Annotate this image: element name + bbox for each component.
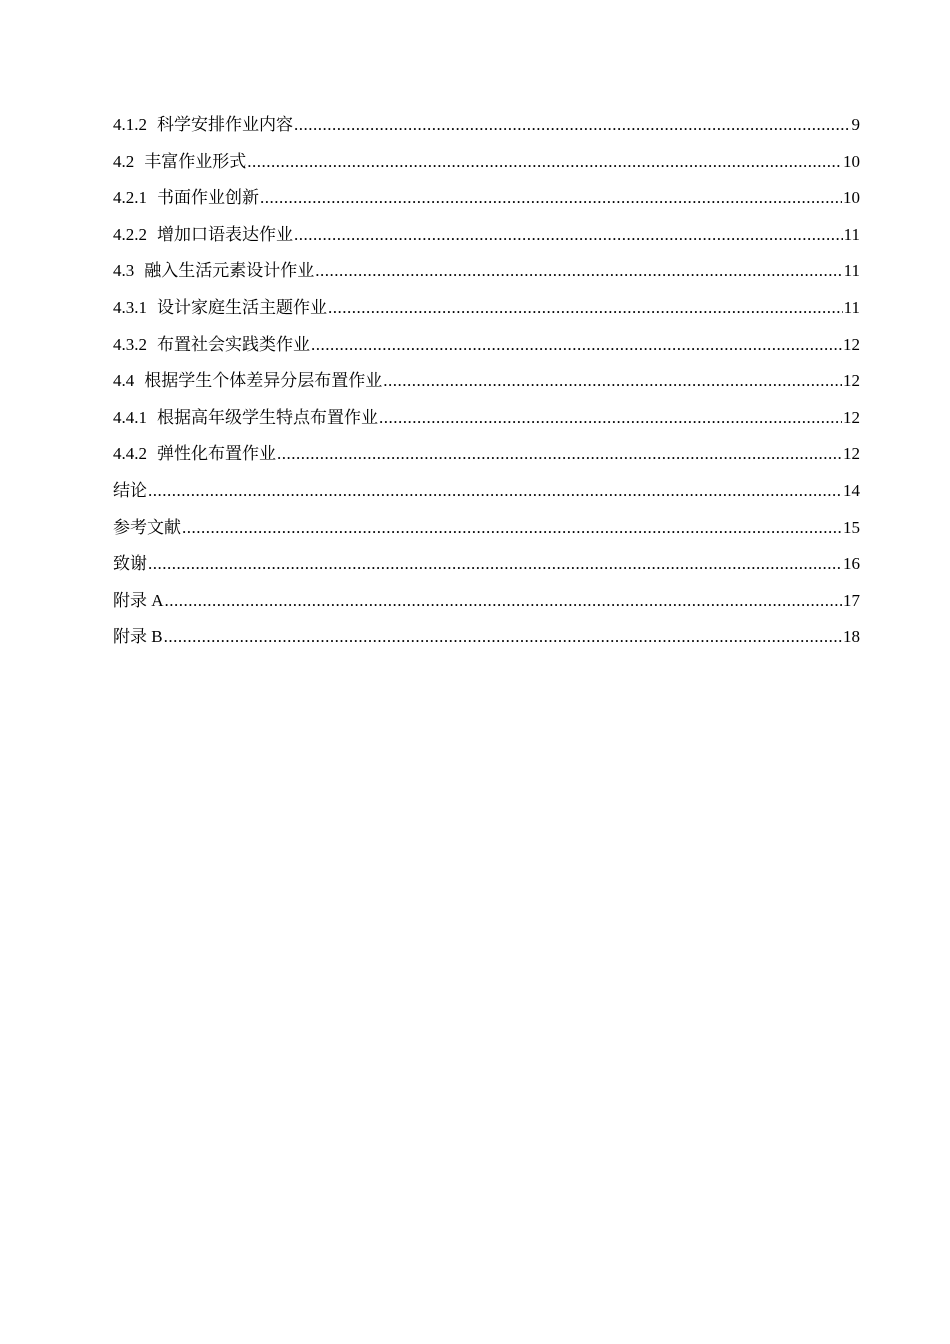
toc-entry-title: 附录 B: [113, 627, 163, 647]
toc-page-number: 16: [843, 554, 860, 574]
toc-dot-leader: [383, 370, 842, 392]
toc-dot-leader: [379, 407, 842, 429]
toc-entry-text: [113, 151, 246, 173]
toc-entry[interactable]: [113, 260, 860, 297]
toc-page-number: 11: [843, 297, 860, 317]
toc-entry-text: [113, 114, 293, 136]
toc-entry-number: 4.4.2: [113, 444, 147, 464]
toc-entry[interactable]: [113, 297, 860, 334]
toc-entry-number: 4.1.2: [113, 115, 147, 134]
toc-dot-leader: [182, 517, 842, 539]
toc-entry-title: 丰富作业形式: [144, 151, 247, 171]
toc-entry-title: 科学安排作业内容: [157, 115, 293, 134]
toc-entry-number: 4.3: [113, 261, 135, 281]
toc-dot-leader: [260, 187, 842, 209]
toc-entry-title: 弹性化布置作业: [157, 444, 276, 464]
toc-page-number: 18: [843, 627, 860, 647]
toc-dot-leader: [247, 151, 842, 173]
toc-page-number: 10: [843, 188, 860, 208]
toc-page-number: 12: [843, 334, 860, 354]
toc-entry-text: [113, 590, 164, 612]
toc-entry-number: 4.2: [113, 151, 135, 171]
toc-page-number: 12: [843, 371, 860, 391]
toc-entry-title: 参考文献: [113, 517, 181, 537]
toc-dot-leader: [294, 224, 843, 246]
toc-entry-text: [113, 334, 310, 356]
toc-dot-leader: [148, 553, 842, 575]
toc-entry-title: 附录 A: [113, 590, 164, 610]
toc-entry-text: [113, 407, 378, 429]
toc-entry[interactable]: [113, 407, 860, 444]
toc-entry-number: 4.3.2: [113, 334, 147, 354]
toc-entry-text: [113, 480, 147, 502]
toc-entry[interactable]: [113, 590, 860, 627]
toc-entry[interactable]: [113, 480, 860, 517]
toc-entry[interactable]: [113, 334, 860, 371]
toc-entry-title: 根据学生个体差异分层布置作业: [144, 371, 383, 391]
toc-entry-number: 4.2.2: [113, 224, 147, 244]
toc-entry-number: 4.4: [113, 371, 135, 391]
toc-page-number: 14: [843, 480, 860, 500]
toc-entry-text: [113, 443, 276, 465]
toc-entry-text: [113, 260, 314, 282]
toc-page-number: 12: [843, 444, 860, 464]
toc-page-number: 15: [843, 517, 860, 537]
toc-dot-leader: [165, 590, 842, 612]
toc-dot-leader: [164, 626, 842, 648]
toc-entry[interactable]: [113, 187, 860, 224]
toc-page-number: 10: [843, 151, 860, 171]
toc-entry[interactable]: [113, 151, 860, 188]
toc-dot-leader: [148, 480, 842, 502]
toc-entry-title: 致谢: [113, 554, 147, 574]
toc-entry[interactable]: [113, 370, 860, 407]
toc-entry-text: [113, 553, 147, 575]
table-of-contents: [113, 114, 860, 663]
toc-entry-number: 4.2.1: [113, 188, 147, 208]
toc-entry-text: [113, 370, 382, 392]
toc-entry-title: 设计家庭生活主题作业: [157, 297, 327, 317]
toc-dot-leader: [315, 260, 842, 282]
toc-dot-leader: [311, 334, 842, 356]
toc-entry[interactable]: [113, 443, 860, 480]
toc-entry[interactable]: [113, 224, 860, 261]
toc-entry-title: 书面作业创新: [157, 188, 259, 208]
toc-entry-text: [113, 224, 293, 246]
toc-dot-leader: [294, 114, 851, 136]
toc-entry[interactable]: [113, 553, 860, 590]
toc-dot-leader: [328, 297, 843, 319]
toc-entry[interactable]: [113, 517, 860, 554]
toc-entry[interactable]: [113, 626, 860, 663]
toc-page-number: 9: [851, 115, 860, 134]
toc-page-number: 11: [843, 261, 860, 281]
toc-entry-title: 融入生活元素设计作业: [144, 261, 315, 281]
toc-entry-text: [113, 187, 259, 209]
toc-page-number: 11: [843, 224, 860, 244]
toc-page-number: 17: [843, 590, 860, 610]
toc-entry-text: [113, 297, 327, 319]
toc-entry-title: 根据高年级学生特点布置作业: [157, 407, 378, 427]
toc-entry-text: [113, 626, 163, 648]
toc-entry-title: 增加口语表达作业: [157, 224, 293, 244]
toc-entry[interactable]: [113, 114, 860, 151]
toc-page-number: 12: [843, 407, 860, 427]
toc-entry-title: 布置社会实践类作业: [157, 334, 310, 354]
toc-entry-number: 4.4.1: [113, 407, 147, 427]
toc-dot-leader: [277, 443, 842, 465]
toc-entry-number: 4.3.1: [113, 297, 147, 317]
toc-entry-text: [113, 517, 181, 539]
toc-entry-title: 结论: [113, 480, 147, 500]
